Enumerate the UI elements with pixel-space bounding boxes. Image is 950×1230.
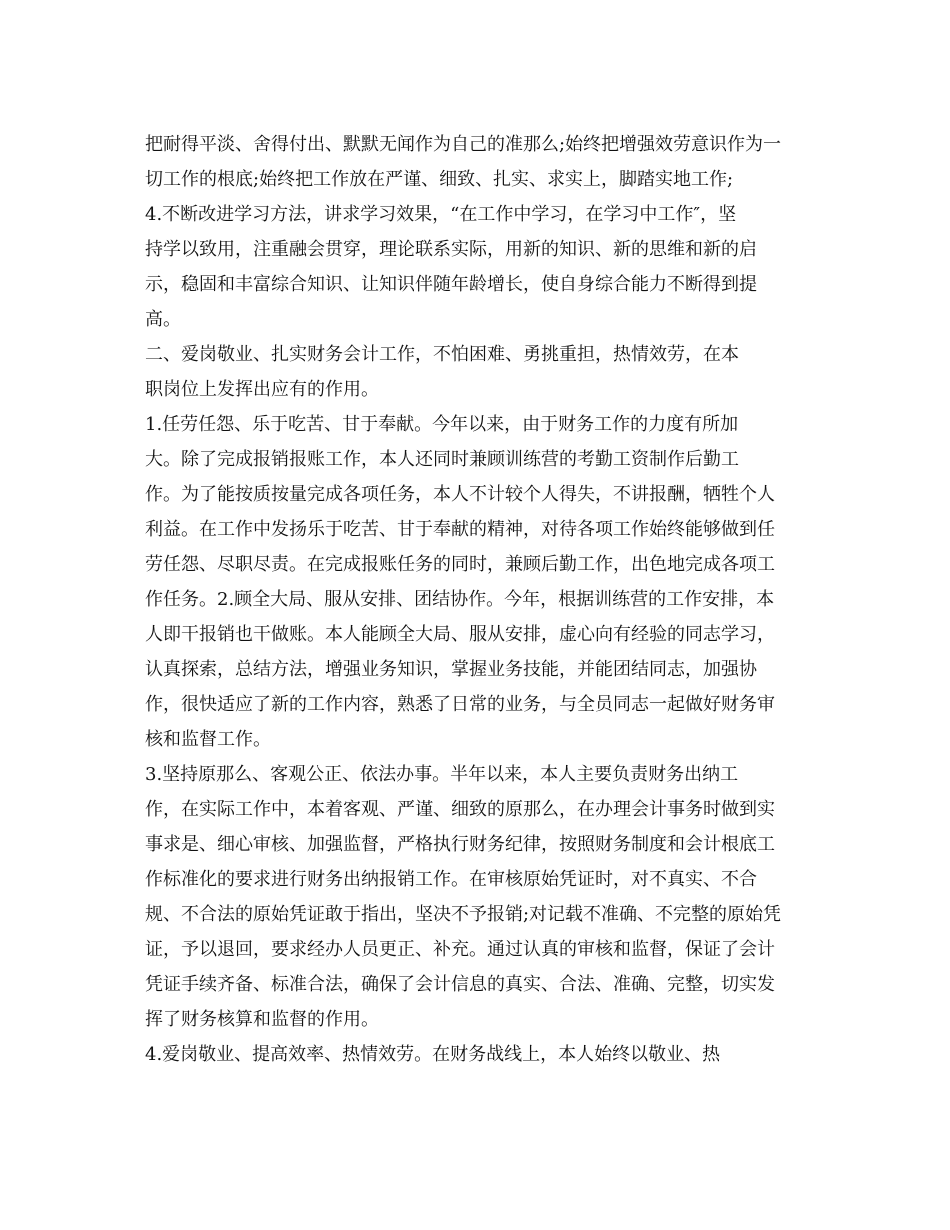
text-line: 二、爱岗敬业、扎实财务会计工作，不怕困难、勇挑重担，热情效劳，在本 (145, 344, 739, 365)
text-line: 切工作的根底;始终把工作放在严谨、细致、扎实、求实上，脚踏实地工作; (145, 169, 734, 190)
text-line: 利益。在工作中发扬乐于吃苦、甘于奉献的精神，对待各项工作始终能够做到任 (145, 519, 775, 540)
text-line: 事求是、细心审核、加强监督，严格执行财务纪律，按照财务制度和会计根底工 (145, 834, 775, 855)
text-line: 作标准化的要求进行财务出纳报销工作。在审核原始凭证时，对不真实、不合 (145, 869, 757, 890)
text-line: 作，很快适应了新的工作内容，熟悉了日常的业务，与全员同志一起做好财务审 (145, 694, 775, 715)
text-line: 凭证手续齐备、标准合法，确保了会计信息的真实、合法、准确、完整，切实发 (145, 974, 775, 995)
text-line: 4.爱岗敬业、提高效率、热情效劳。在财务战线上，本人始终以敬业、热 (145, 1044, 721, 1065)
text-line: 高。 (145, 309, 181, 330)
text-line: 大。除了完成报销报账工作，本人还同时兼顾训练营的考勤工资制作后勤工 (145, 449, 739, 470)
text-line: 认真探索，总结方法，增强业务知识，掌握业务技能，并能团结同志，加强协 (145, 659, 757, 680)
text-line: 把耐得平淡、舍得付出、默默无闻作为自己的准那么;始终把增强效劳意识作为一 (145, 134, 782, 155)
text-line: 职岗位上发挥出应有的作用。 (145, 379, 379, 400)
text-line: 4.不断改进学习方法，讲求学习效果，“在工作中学习，在学习中工作″，坚 (145, 204, 737, 225)
text-line: 规、不合法的原始凭证敢于指出，坚决不予报销;对记载不准确、不完整的原始凭 (145, 904, 782, 925)
text-line: 核和监督工作。 (145, 729, 271, 750)
text-line: 挥了财务核算和监督的作用。 (145, 1009, 379, 1030)
text-line: 作。为了能按质按量完成各项任务，本人不计较个人得失，不讲报酬，牺牲个人 (145, 484, 775, 505)
text-line: 持学以致用，注重融会贯穿，理论联系实际，用新的知识、新的思维和新的启 (145, 239, 757, 260)
text-line: 示，稳固和丰富综合知识、让知识伴随年龄增长，使自身综合能力不断得到提 (145, 274, 757, 295)
text-line: 作任务。2.顾全大局、服从安排、团结协作。今年，根据训练营的工作安排，本 (145, 589, 775, 610)
text-line: 人即干报销也干做账。本人能顾全大局、服从安排，虚心向有经验的同志学习， (145, 624, 775, 645)
text-line: 作，在实际工作中，本着客观、严谨、细致的原那么，在办理会计事务时做到实 (145, 799, 775, 820)
text-line: 劳任怨、尽职尽责。在完成报账任务的同时，兼顾后勤工作，出色地完成各项工 (145, 554, 775, 575)
text-line: 证，予以退回，要求经办人员更正、补充。通过认真的审核和监督，保证了会计 (145, 939, 775, 960)
document-body (145, 127, 810, 1072)
text-line: 1.任劳任怨、乐于吃苦、甘于奉献。今年以来，由于财务工作的力度有所加 (145, 414, 739, 435)
text-line: 3.坚持原那么、客观公正、依法办事。半年以来，本人主要负责财务出纳工 (145, 764, 739, 785)
